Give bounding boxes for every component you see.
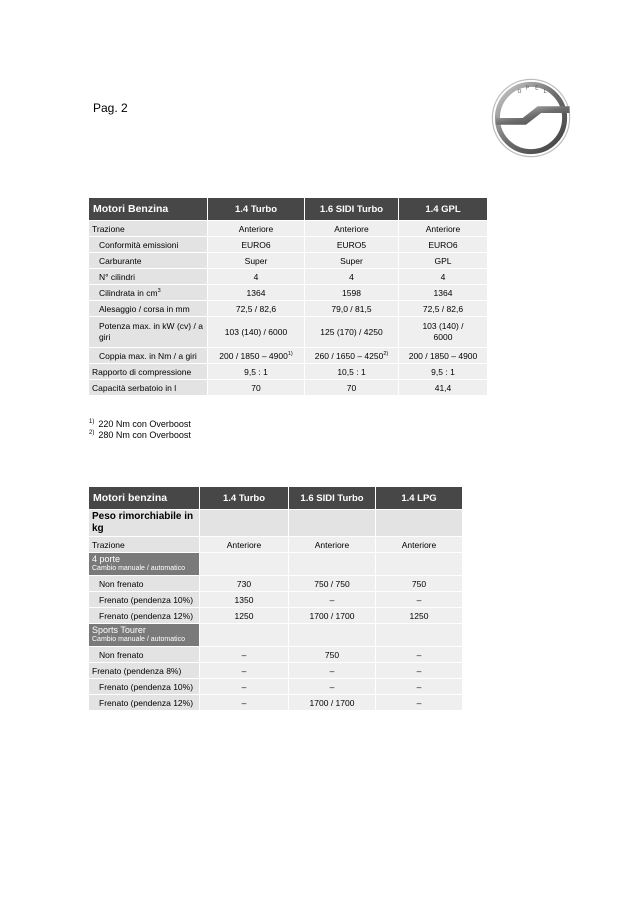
cell (200, 510, 288, 536)
table-header-row (89, 487, 462, 509)
cell: 1250 (376, 608, 462, 623)
row-label: Rapporto di compressione (89, 364, 207, 379)
row-label: N° cilindri (89, 269, 207, 284)
table-header-row (89, 198, 487, 220)
cell: 9,5 : 1 (399, 364, 487, 379)
table-row (89, 237, 487, 252)
row-label-text: Cilindrata in cm (99, 287, 158, 298)
col-header: 1.4 Turbo (200, 487, 288, 509)
cell: 750 (289, 647, 375, 662)
cell: 1350 (200, 592, 288, 607)
row-label: Potenza max. in kW (cv) / a giri (89, 317, 207, 347)
cell (200, 553, 288, 575)
cell: 125 (170) / 4250 (305, 317, 398, 347)
cell: 1364 (399, 285, 487, 300)
cell (200, 624, 288, 646)
cell: 79,0 / 81,5 (305, 301, 398, 316)
row-label: Conformità emissioni (89, 237, 207, 252)
section-title: 4 porte (92, 554, 121, 564)
cell: – (200, 647, 288, 662)
col-header: 1.6 SIDI Turbo (305, 198, 398, 220)
table-row (89, 608, 462, 623)
cell: Anteriore (305, 221, 398, 236)
cell: Anteriore (399, 221, 487, 236)
section-subtitle: Cambio manuale / automatico (92, 636, 185, 643)
cell: – (376, 695, 462, 710)
table-row (89, 679, 462, 694)
table-row (89, 380, 487, 395)
col-header: 1.6 SIDI Turbo (289, 487, 375, 509)
table-title: Motori benzina (89, 487, 199, 509)
table-row (89, 301, 487, 316)
cell: 103 (140) / 6000 (399, 317, 487, 347)
cell: 1598 (305, 285, 398, 300)
footnote (89, 419, 191, 429)
cell: Super (305, 253, 398, 268)
cell: – (200, 663, 288, 678)
footnote-text: 220 Nm con Overboost (98, 419, 191, 429)
cell: 750 (376, 576, 462, 591)
cell: Anteriore (289, 537, 375, 552)
superscript: 3 (157, 287, 161, 294)
cell: 72,5 / 82,6 (208, 301, 304, 316)
row-label: Frenato (pendenza 10%) (89, 679, 199, 694)
row-label: Non frenato (89, 647, 199, 662)
cell: – (289, 679, 375, 694)
cell: Anteriore (208, 221, 304, 236)
section-subtitle: Cambio manuale / automatico (92, 565, 185, 572)
cell: – (376, 663, 462, 678)
table-row (89, 695, 462, 710)
col-header: 1.4 GPL (399, 198, 487, 220)
cell: 1700 / 1700 (289, 608, 375, 623)
subheader-label: Peso rimorchiabile in kg (89, 510, 199, 536)
engine-spec-table (88, 197, 488, 396)
cell: 4 (305, 269, 398, 284)
row-label: Trazione (89, 537, 199, 552)
section-label (89, 553, 199, 575)
svg-text:O: O (517, 88, 522, 95)
cell: 70 (305, 380, 398, 395)
cell-text: 200 / 1850 – 4900 (219, 350, 288, 361)
cell: 1700 / 1700 (289, 695, 375, 710)
cell: 10,5 : 1 (305, 364, 398, 379)
cell: 200 / 1850 – 4900 (399, 348, 487, 363)
row-label: Alesaggio / corsa in mm (89, 301, 207, 316)
cell (208, 348, 304, 363)
row-label: Trazione (89, 221, 207, 236)
cell: 41,4 (399, 380, 487, 395)
footnote (89, 430, 191, 440)
row-label: Frenato (pendenza 12%) (89, 608, 199, 623)
footnote-ref: 2) (383, 350, 389, 357)
section-title: Sports Tourer (92, 625, 146, 635)
subheader-row (89, 510, 462, 536)
cell (289, 624, 375, 646)
col-header: 1.4 Turbo (208, 198, 304, 220)
footnote-text: 280 Nm con Overboost (98, 430, 191, 440)
cell: GPL (399, 253, 487, 268)
table-row (89, 317, 487, 347)
opel-logo-icon (489, 76, 573, 160)
cell: – (289, 663, 375, 678)
table-row (89, 285, 487, 300)
cell: 4 (399, 269, 487, 284)
cell: 9,5 : 1 (208, 364, 304, 379)
svg-text:E: E (535, 85, 539, 92)
section-row (89, 553, 462, 575)
cell: 750 / 750 (289, 576, 375, 591)
table-title: Motori Benzina (89, 198, 207, 220)
cell: 1364 (208, 285, 304, 300)
cell (376, 624, 462, 646)
svg-text:L: L (543, 88, 547, 95)
table-row (89, 592, 462, 607)
page-number: Pag. 2 (93, 101, 128, 115)
row-label: Frenato (pendenza 12%) (89, 695, 199, 710)
table-row (89, 253, 487, 268)
cell (376, 510, 462, 536)
cell: Anteriore (200, 537, 288, 552)
table-row (89, 221, 487, 236)
section-row (89, 624, 462, 646)
cell: – (200, 695, 288, 710)
row-label (89, 285, 207, 300)
table-row (89, 576, 462, 591)
row-label: Coppia max. in Nm / a giri (89, 348, 207, 363)
cell (289, 510, 375, 536)
row-label: Capacità serbatoio in l (89, 380, 207, 395)
section-label (89, 624, 199, 646)
table-row (89, 663, 462, 678)
cell: 72,5 / 82,6 (399, 301, 487, 316)
col-header: 1.4 LPG (376, 487, 462, 509)
svg-text:P: P (525, 85, 530, 92)
cell (376, 553, 462, 575)
cell: EURO5 (305, 237, 398, 252)
cell: 730 (200, 576, 288, 591)
table-row (89, 348, 487, 363)
cell: 4 (208, 269, 304, 284)
footnote-mark: 1) (89, 419, 95, 425)
row-label: Non frenato (89, 576, 199, 591)
cell: 1250 (200, 608, 288, 623)
cell: EURO6 (399, 237, 487, 252)
cell: – (376, 592, 462, 607)
cell: 70 (208, 380, 304, 395)
table-row (89, 364, 487, 379)
table-row (89, 269, 487, 284)
row-label: Frenato (pendenza 8%) (89, 663, 199, 678)
footnote-ref: 1) (287, 350, 293, 357)
row-label: Frenato (pendenza 10%) (89, 592, 199, 607)
table-row (89, 647, 462, 662)
footnote-mark: 2) (89, 430, 95, 436)
cell: – (200, 679, 288, 694)
cell: EURO6 (208, 237, 304, 252)
cell: Super (208, 253, 304, 268)
cell: – (289, 592, 375, 607)
row-label: Carburante (89, 253, 207, 268)
table-row (89, 537, 462, 552)
cell: – (376, 647, 462, 662)
cell-text: 260 / 1650 – 4250 (314, 350, 384, 361)
cell (305, 348, 398, 363)
cell: 103 (140) / 6000 (208, 317, 304, 347)
cell (289, 553, 375, 575)
cell: – (376, 679, 462, 694)
cell: Anteriore (376, 537, 462, 552)
towing-weight-table (88, 486, 463, 711)
